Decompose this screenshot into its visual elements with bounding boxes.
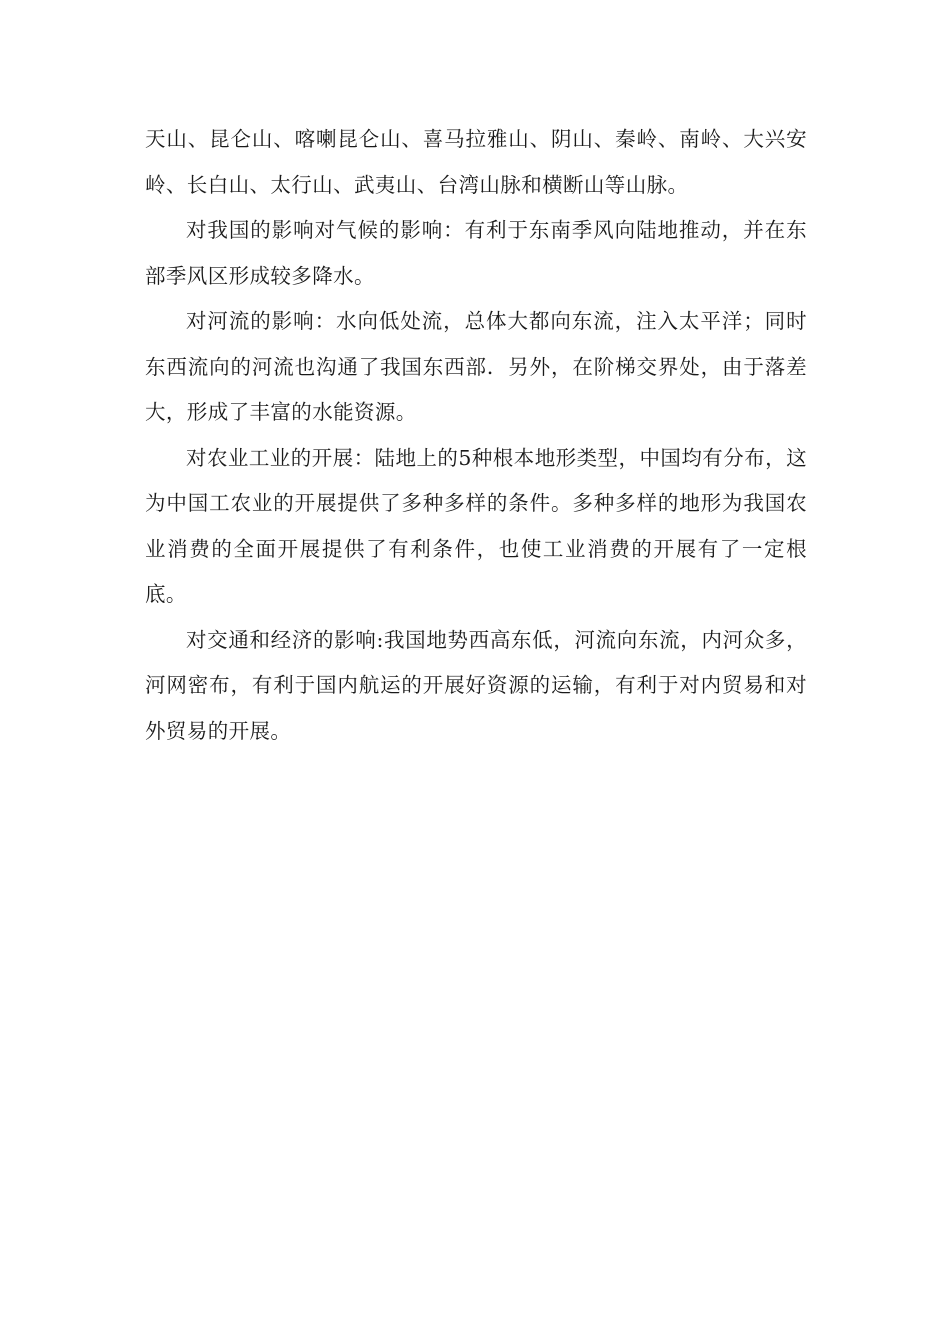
paragraph-agriculture-industry: 对农业工业的开展：陆地上的5种根本地形类型，中国均有分布，这为中国工农业的开展提供了多种多样的条件。多种多样的地形为我国农业消费的全面开展提供了有利条件，也使工业消费的开展有了一定根底。 xyxy=(145,445,807,606)
paragraph-mountain-ranges: 天山、昆仑山、喀喇昆仑山、喜马拉雅山、阴山、秦岭、南岭、大兴安岭、长白山、太行山、武夷山、台湾山脉和横断山等山脉。 xyxy=(145,127,807,197)
paragraph-transport-economy: 对交通和经济的影响:我国地势西高东低，河流向东流，内河众多，河网密布，有利于国内航运的开展好资源的运输，有利于对内贸易和对外贸易的开展。 xyxy=(145,627,807,743)
paragraph-river-impact: 对河流的影响：水向低处流，总体大都向东流，注入太平洋；同时东西流向的河流也沟通了我国东西部．另外，在阶梯交界处，由于落差大，形成了丰富的水能资源。 xyxy=(145,309,807,424)
paragraph-climate-impact: 对我国的影响对气候的影响：有利于东南季风向陆地推动，并在东部季风区形成较多降水。 xyxy=(145,218,807,288)
document-body xyxy=(145,117,807,754)
